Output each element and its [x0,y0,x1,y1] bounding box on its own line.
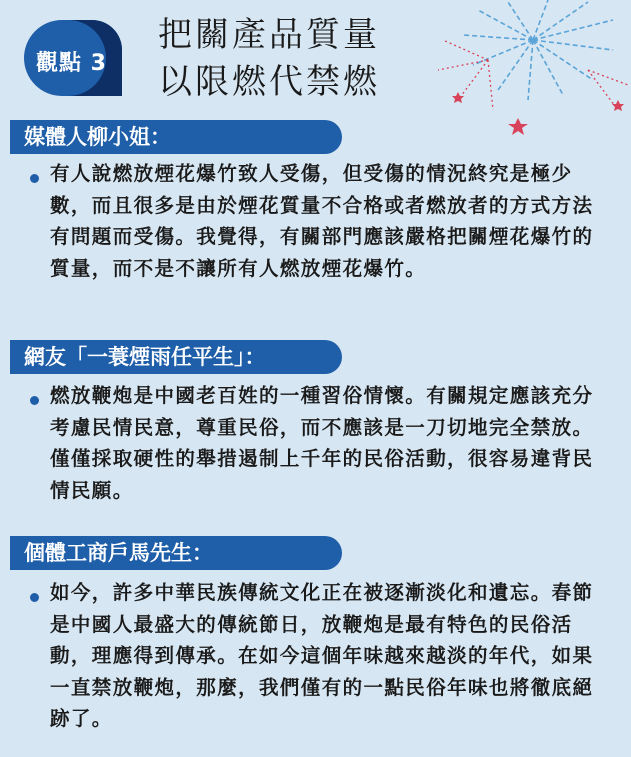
bullet-dot-icon [30,593,39,602]
speaker-name-3: 個體工商戶馬先生： [24,541,213,565]
badge-label: 觀點 3 [36,51,107,76]
speaker-header-3 [10,536,342,570]
page-title [158,12,380,106]
speaker-header-2 [10,340,342,374]
title-line-1: 把關產品質量 [158,15,380,55]
speaker-name-2: 網友「一蓑煙雨任平生」： [24,345,266,369]
speaker-quote-1: 有人說燃放煙花爆竹致人受傷，但受傷的情況終究是極少數，而且很多是由於煙花質量不合格或者燃放者的方式方法有問題而受傷。我覺得，有關部門應該嚴格把關煙花爆竹的質量，而不是不讓所有人燃放煙花爆竹。 [50,162,594,280]
speaker-quote-2: 燃放鞭炮是中國老百姓的一種習俗情懷。有關規定應該充分考慮民情民意，尊重民俗，而不應該是一刀切地完全禁放。僅僅採取硬性的舉措遏制上千年的民俗活動，很容易違背民情民願。 [50,384,594,502]
speaker-quote-3: 如今，許多中華民族傳統文化正在被逐漸淡化和遺忘。春節是中國人最盛大的傳統節日，放鞭炮是最有特色的民俗活動，理應得到傳承。在如今這個年味越來越淡的年代，如果一直禁放鞭炮，那麼，我們僅有的一點民俗年味也將徹底絕跡了。 [50,581,594,730]
title-line-2: 以限燃代禁燃 [158,62,380,102]
viewpoint-badge [22,18,124,98]
speaker-header-1 [10,120,342,154]
bullet-dot-icon [30,174,39,183]
fireworks-decoration-icon [418,0,631,150]
speaker-name-1: 媒體人柳小姐： [24,125,171,149]
bullet-dot-icon [30,396,39,405]
